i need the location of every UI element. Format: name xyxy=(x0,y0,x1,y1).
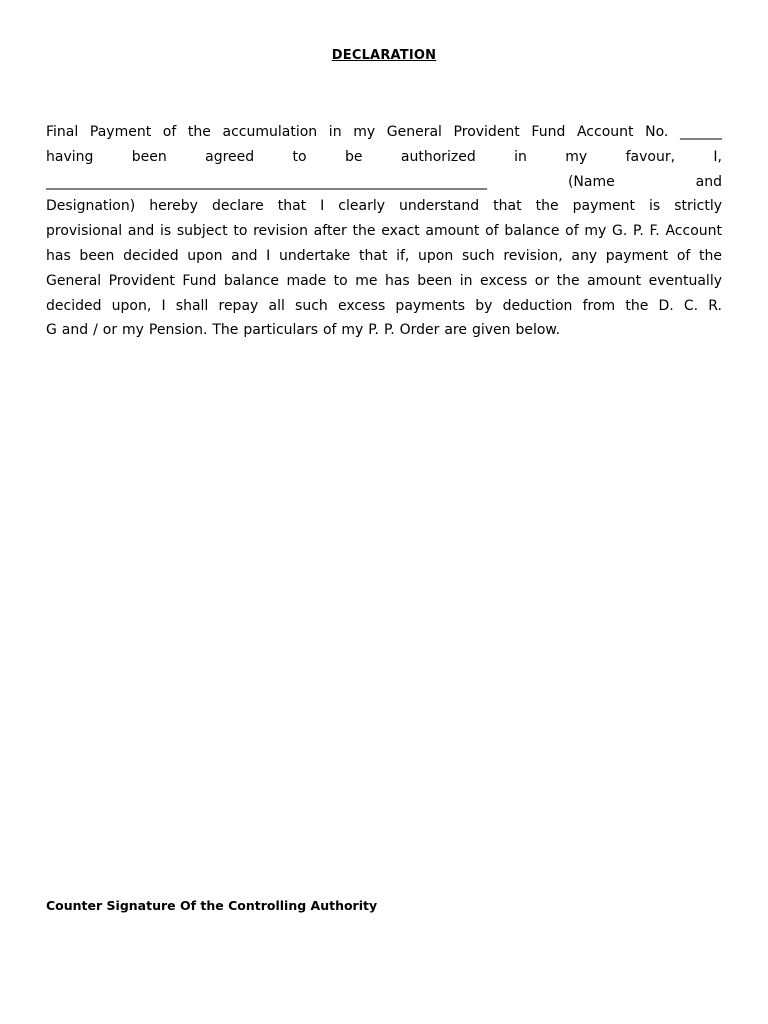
paragraph-line: G and / or my Pension. The particulars of my P. P. Order are given below. xyxy=(46,322,561,339)
paragraph-line: Designation) hereby declare that I clearly understand that the payment is strictly xyxy=(46,198,722,215)
counter-signature-label: Counter Signature Of the Controlling Authority xyxy=(46,898,378,913)
paragraph-line: having been agreed to be authorized in my favour, I, xyxy=(46,148,722,165)
paragraph-line: has been decided upon and I undertake that if, upon such revision, any payment of the xyxy=(46,247,722,264)
paragraph-line: decided upon, I shall repay all such excess payments by deduction from the D. C. R. xyxy=(46,297,722,314)
page-title: DECLARATION xyxy=(331,48,437,63)
paragraph-line: Final Payment of the accumulation in my General Provident Fund Account No. ______ xyxy=(46,124,722,140)
paragraph-line: _______________________________________________________________ (Name and xyxy=(46,173,722,190)
declaration-paragraph xyxy=(46,120,722,343)
paragraph-line: General Provident Fund balance made to me has been in excess or the amount eventually xyxy=(46,272,722,289)
paragraph-line: provisional and is subject to revision after the exact amount of balance of my G. P. F. Account xyxy=(46,223,722,240)
